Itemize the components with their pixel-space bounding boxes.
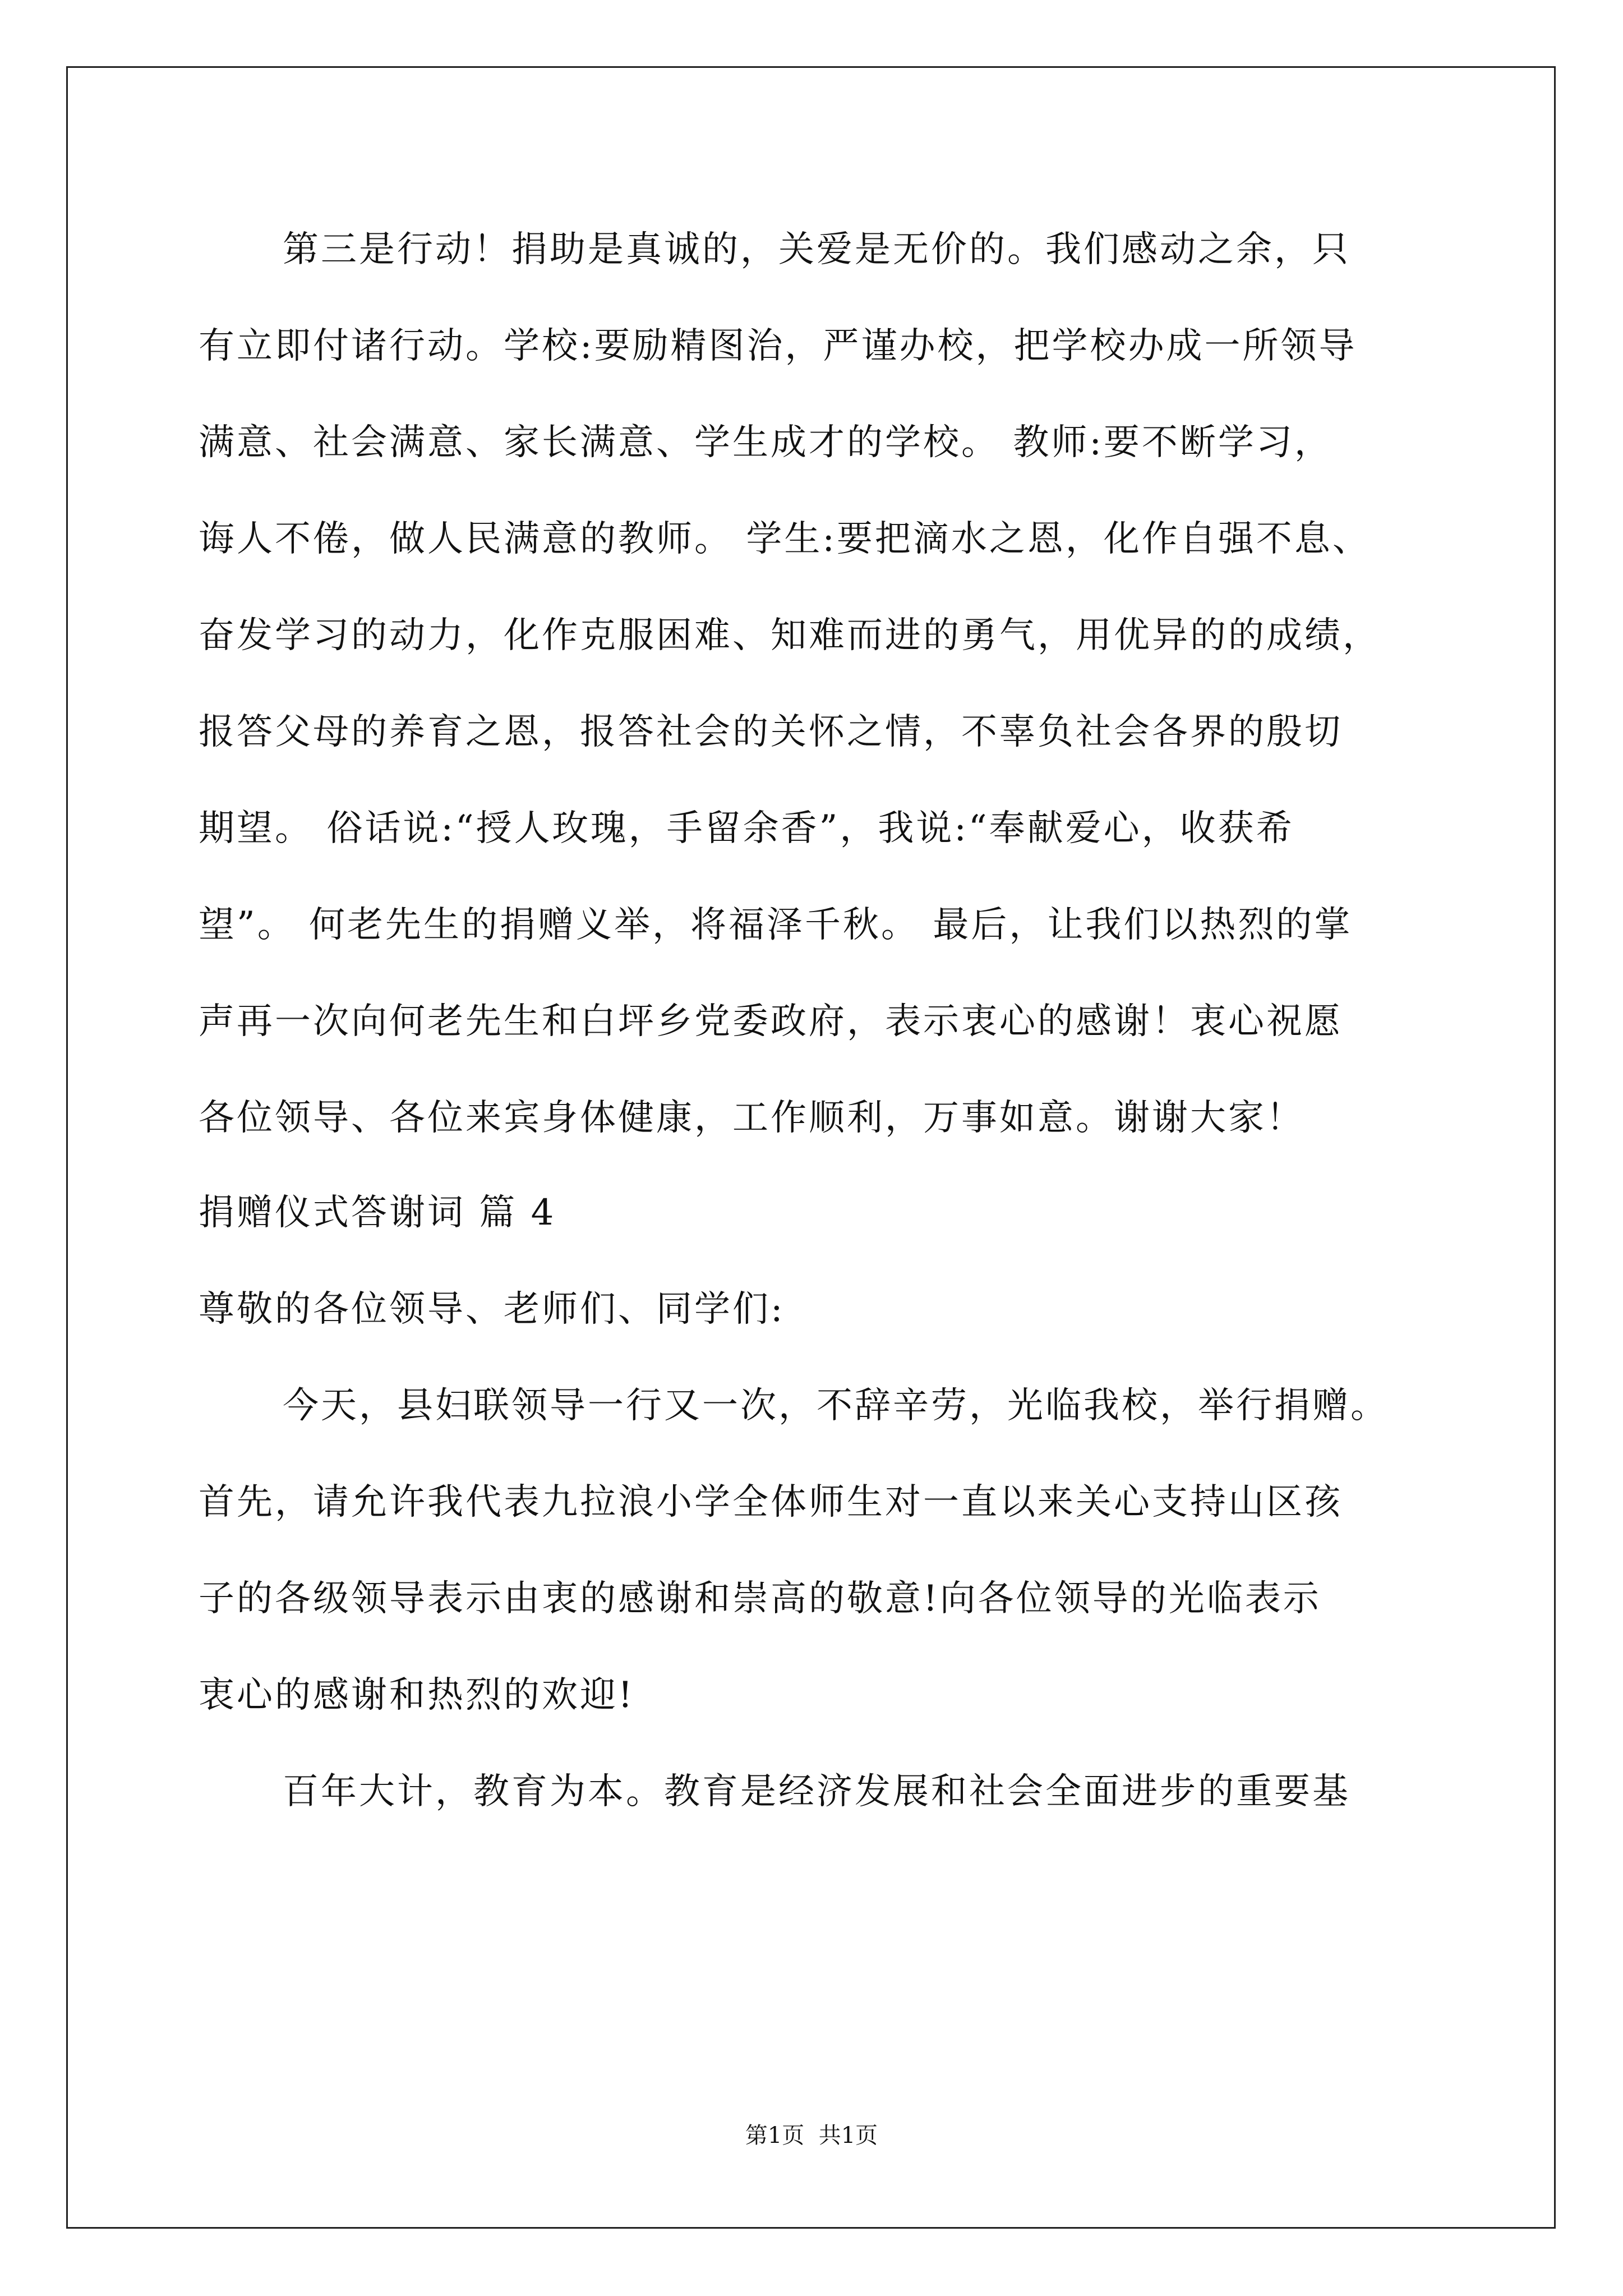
paragraph-line: 报答父母的养育之恩，报答社会的关怀之情，不辜负社会各界的殷切	[199, 711, 1343, 753]
paragraph-line: 各位领导、各位来宾身体健康，工作顺利，万事如意。谢谢大家！	[199, 1097, 1304, 1139]
paragraph-line: 诲人不倦，做人民满意的教师。 学生:要把滴水之恩，化作自强不息、	[199, 518, 1371, 560]
paragraph-line: 有立即付诸行动。学校:要励精图治，严谨办校，把学校办成一所领导	[199, 325, 1357, 367]
paragraph-line: 百年大计，教育为本。教育是经济发展和社会全面进步的重要基	[283, 1771, 1350, 1812]
paragraph-line: 奋发学习的动力，化作克服困难、知难而进的勇气，用优异的的成绩，	[199, 615, 1381, 656]
salutation: 尊敬的各位领导、老师们、同学们:	[199, 1289, 785, 1330]
paragraph-line: 子的各级领导表示由衷的感谢和崇高的敬意!向各位领导的光临表示	[199, 1578, 1321, 1619]
paragraph-line: 第三是行动！捐助是真诚的，关爱是无价的。我们感动之余，只	[283, 229, 1350, 270]
page-border	[66, 66, 1556, 2229]
paragraph-line: 满意、社会满意、家长满意、学生成才的学校。 教师:要不断学习，	[199, 422, 1332, 463]
paragraph-line: 声再一次向何老先生和白坪乡党委政府，表示衷心的感谢！衷心祝愿	[199, 1001, 1343, 1042]
page-number-footer: 第1页 共1页	[745, 2123, 878, 2148]
paragraph-line: 首先，请允许我代表九拉浪小学全体师生对一直以来关心支持山区孩	[199, 1481, 1343, 1523]
paragraph-line: 今天，县妇联领导一行又一次，不辞辛劳，光临我校，举行捐赠。	[283, 1385, 1389, 1427]
paragraph-line: 衷心的感谢和热烈的欢迎!	[199, 1674, 635, 1716]
paragraph-line: 望”。 何老先生的捐赠义举，将福泽千秋。 最后，让我们以热烈的掌	[199, 904, 1353, 946]
paragraph-line: 期望。 俗话说:“授人玫瑰，手留余香”，我说:“奉献爱心，收获希	[199, 808, 1294, 849]
section-heading: 捐赠仪式答谢词 篇 4	[199, 1192, 556, 1234]
